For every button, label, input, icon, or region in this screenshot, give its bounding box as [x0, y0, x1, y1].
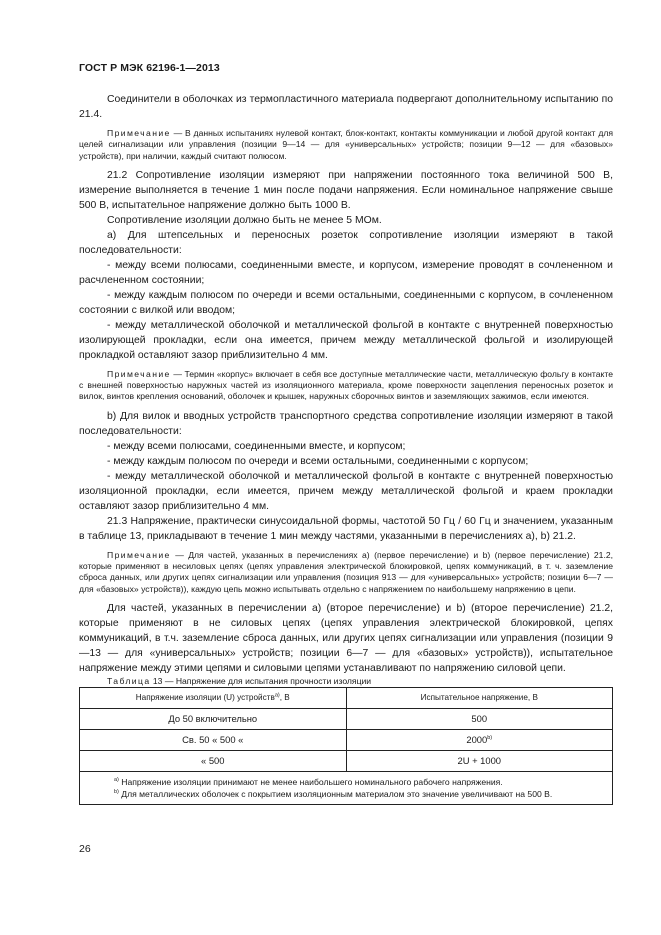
list-item: - между металлической оболочкой и металлической фольгой в контакте с внутренней поверхностью изолирующей прокладки, если она имеется, причем между металлической фольгой и изолирующей прокладкой оставляют зазор приблизительно 4 мм.: [79, 319, 613, 361]
paragraph: Для частей, указанных в перечислении а) (второе перечисление) и b) (второе перечисление) 21.2, которые применяют в не силовых цепях (цепях управления электрической блокировкой, цепях коммуникаций, в т.ч. заземление сброса данных, или других цепях сигнализации или управления (позиции 9—13 — для «универсальных» устройств; позиции 6—7 — для «базовых» устройств)), испытательное напряжение между этими цепями и силовыми цепями устанавливают по напряжению силовой цепи.: [79, 602, 613, 674]
note-label: Примечание: [107, 549, 171, 560]
page-content: [79, 92, 613, 805]
column-header-insulation-voltage: Напряжение изоляции (U) устройств$^{а)}$, В: [80, 687, 347, 708]
footnote-b: $^{b)}$ Для металлических оболочек с покрытием изоляционным материалом это значение увеличивают на 500 В.: [114, 788, 553, 799]
column-header-test-voltage: Испытательное напряжение, В: [346, 687, 613, 708]
note-text: — Термин «корпус» включает в себя все доступные металлические части, металлическую фольгу в контакте с внешней поверхностью наружных частей из изоляционного материала, кроме поверхности зацепления переносных розеток и вилок, винтов крепления оснований, оболочек и крышек, наружных сборочных винтов и заземляющих зажимов, если имеются.: [79, 368, 613, 402]
table-caption: [79, 676, 613, 687]
table-cell: « 500: [80, 750, 347, 771]
page-header: ГОСТ Р МЭК 62196-1—2013: [79, 62, 220, 74]
note-label: Примечание: [107, 128, 171, 138]
note-label: Примечание: [107, 368, 171, 379]
table-cell: До 50 включительно: [80, 708, 347, 729]
table-cell: 500: [346, 708, 613, 729]
list-item: - между каждым полюсом по очереди и всеми остальными, соединенными с корпусом, в сочлененном состоянии с вилкой или вводом;: [79, 289, 613, 316]
table-caption-text: 13 — Напряжение для испытания прочности изоляции: [150, 675, 372, 686]
table-row: [80, 708, 613, 729]
table-cell: 2000$^{b)}$: [346, 729, 613, 750]
table-row: [80, 750, 613, 771]
table-cell: Св. 50 « 500 «: [80, 729, 347, 750]
paragraph: Соединители в оболочках из термопластичного материала подвергают дополнительному испытанию по 21.4.: [79, 94, 613, 120]
table-footnotes-row: [80, 771, 613, 804]
note-text: — Для частей, указанных в перечислениях а) (первое перечисление) и b) (первое перечисление) 21.2, которые применяют в несиловых цепях (цепях управления электрической блокировкой, цепях коммуникаций, в т. ч. заземление сброса данных, или других цепях сигнализации или управления (позиция 913 — для «универсальных» устройств; позиции 6—7 — для «базовых» устройств)), каждую цепь можно испытывать отдельно с напряжением по наибольшему напряжению в цепи.: [79, 549, 613, 594]
note-1: [79, 128, 613, 162]
list-item: - между металлической оболочкой и металлической фольгой в контакте с внутренней поверхностью изоляционной прокладки, если имеется, причем между металлической фольгой и краем прокладки оставляют зазор приблизительно 4 мм.: [79, 470, 613, 512]
note-text: — В данных испытаниях нулевой контакт, блок-контакт, контакты коммуникации и любой другой контакт для целей сигнализации или управления (позиции 9—14 — для «универсальных» устройств; позиции 9—12 — для «базовых» устройств), при наличии, каждый считают полюсом.: [79, 128, 613, 161]
table-cell: 2U + 1000: [346, 750, 613, 771]
footnote-a: $^{а)}$ Напряжение изоляции принимают не менее наибольшего номинального рабочего напряжения.: [114, 776, 503, 787]
list-item: - между всеми полюсами, соединенными вместе, и корпусом;: [107, 440, 406, 452]
note-2: [79, 369, 613, 403]
paragraph: 21.3 Напряжение, практически синусоидальной формы, частотой 50 Гц / 60 Гц и значением, указанным в таблице 13, прикладывают в течение 1 мин между частями, указанными в перечислениях а), b) 21.2.: [79, 515, 613, 542]
table-caption-label: Таблица: [107, 675, 151, 686]
note-3: [79, 550, 613, 595]
table-footnotes: [80, 771, 613, 804]
table-row: [80, 729, 613, 750]
paragraph: 21.2 Сопротивление изоляции измеряют при напряжении постоянного тока величиной 500 В, измерение выполняется в течение 1 мин после подачи напряжения. Если номинальное напряжение свыше 500 В, испытательное напряжение должно быть 1000 В.: [79, 169, 613, 211]
paragraph: b) Для вилок и вводных устройств транспортного средства сопротивление изоляции измеряют в такой последовательности:: [79, 410, 613, 437]
paragraph: Сопротивление изоляции должно быть не менее 5 МОм.: [107, 214, 382, 226]
page-number: 26: [79, 843, 91, 855]
list-item: - между каждым полюсом по очереди и всеми остальными, соединенными с корпусом;: [107, 455, 529, 467]
voltage-table: [79, 687, 613, 805]
paragraph: а) Для штепсельных и переносных розеток сопротивление изоляции измеряют в такой последовательности:: [79, 229, 613, 256]
list-item: - между всеми полюсами, соединенными вместе, и корпусом, измерение проводят в сочлененном и расчлененном состоянии;: [79, 259, 613, 286]
table-header-row: [80, 687, 613, 708]
